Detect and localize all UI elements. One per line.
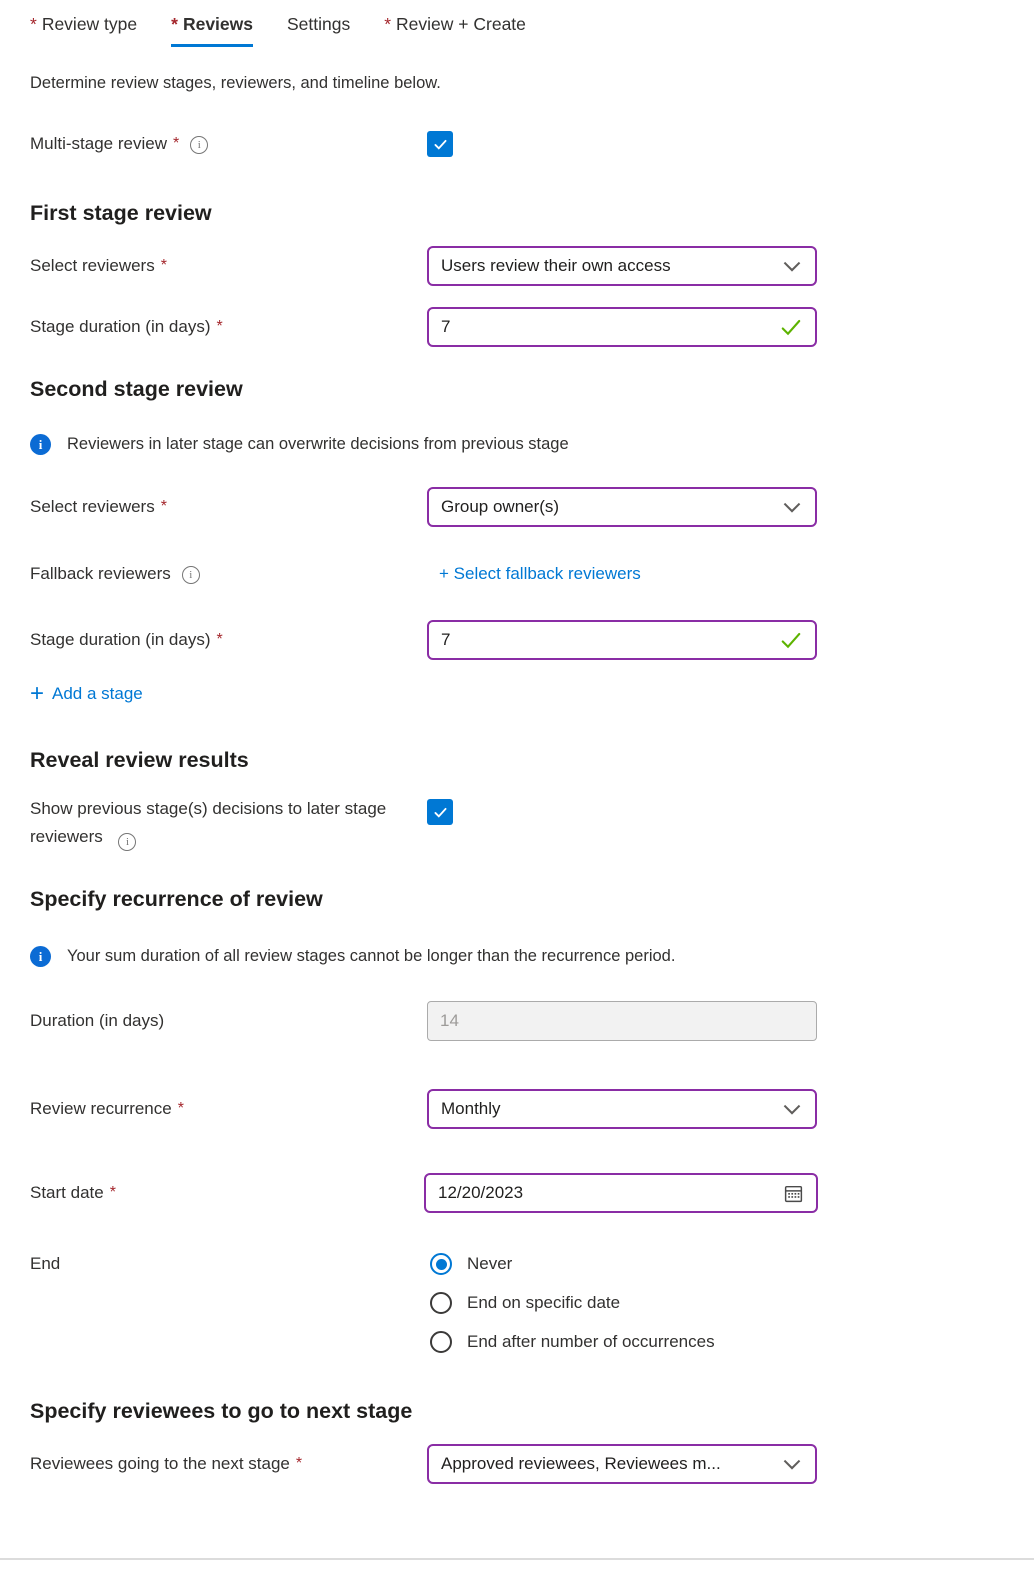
tab-label: Review type xyxy=(41,14,138,34)
label-text: Select reviewers xyxy=(30,497,155,516)
dropdown-value: Users review their own access xyxy=(441,256,671,275)
end-radio-group xyxy=(427,1253,715,1370)
info-text: Your sum duration of all review stages cannot be longer than the recurrence period. xyxy=(67,947,676,965)
multi-stage-label xyxy=(30,134,427,154)
required-marker: * xyxy=(171,14,178,34)
valid-check-icon xyxy=(779,628,803,652)
add-a-stage-link[interactable] xyxy=(30,680,143,707)
show-previous-label xyxy=(30,795,427,851)
select-reviewers-label-stage2 xyxy=(30,497,427,517)
required-marker: * xyxy=(160,257,167,274)
label-text: Review recurrence xyxy=(30,1099,172,1118)
radio-label: End on specific date xyxy=(467,1293,621,1312)
label-text: End xyxy=(30,1254,61,1273)
reveal-heading: Reveal review results xyxy=(30,748,249,772)
required-marker: * xyxy=(173,135,180,152)
label-text: Select reviewers xyxy=(30,256,155,275)
stage-duration-input-stage2[interactable] xyxy=(427,620,817,660)
info-filled-icon xyxy=(30,434,51,455)
calendar-icon[interactable] xyxy=(783,1183,804,1204)
tab-reviews[interactable] xyxy=(171,14,253,47)
radio-never[interactable] xyxy=(430,1253,715,1275)
check-icon xyxy=(432,804,449,821)
tab-review-create[interactable] xyxy=(384,14,526,47)
label-text: Duration (in days) xyxy=(30,1011,165,1030)
stage-duration-label-stage2 xyxy=(30,630,427,650)
tab-review-type[interactable] xyxy=(30,14,137,47)
info-icon[interactable] xyxy=(182,566,200,584)
required-marker: * xyxy=(177,1100,184,1117)
review-recurrence-dropdown[interactable] xyxy=(427,1089,817,1129)
required-marker: * xyxy=(216,631,223,648)
radio-icon xyxy=(430,1292,452,1314)
valid-check-icon xyxy=(779,315,803,339)
select-reviewers-label xyxy=(30,256,427,276)
chevron-down-icon xyxy=(781,496,803,518)
recurrence-heading: Specify recurrence of review xyxy=(30,887,323,911)
fallback-reviewers-label xyxy=(30,564,427,584)
tab-label: Reviews xyxy=(182,14,253,34)
label-text: Stage duration (in days) xyxy=(30,317,211,336)
first-stage-heading: First stage review xyxy=(30,201,212,225)
required-marker: * xyxy=(30,14,37,34)
radio-end-on-specific-date[interactable] xyxy=(430,1292,715,1314)
duration-input[interactable] xyxy=(441,317,779,337)
required-marker: * xyxy=(216,318,223,335)
radio-icon xyxy=(430,1331,452,1353)
second-stage-heading: Second stage review xyxy=(30,377,243,401)
dropdown-value: Approved reviewees, Reviewees m... xyxy=(441,1454,721,1473)
date-input[interactable] xyxy=(438,1183,783,1203)
select-reviewers-dropdown-stage1[interactable] xyxy=(427,246,817,286)
link-text: Add a stage xyxy=(52,684,143,703)
tab-bar xyxy=(30,14,1004,47)
start-date-input[interactable] xyxy=(424,1173,818,1213)
duration-input-disabled xyxy=(427,1001,817,1041)
tab-label: Review + Create xyxy=(396,14,526,34)
reviewees-next-stage-dropdown[interactable] xyxy=(427,1444,817,1484)
label-text: Fallback reviewers xyxy=(30,564,171,583)
required-marker: * xyxy=(384,14,392,34)
show-previous-checkbox[interactable] xyxy=(427,799,453,825)
chevron-down-icon xyxy=(781,1098,803,1120)
dropdown-value: Group owner(s) xyxy=(441,497,560,516)
required-marker: * xyxy=(295,1455,303,1472)
radio-icon xyxy=(430,1253,452,1275)
intro-text: Determine review stages, reviewers, and timeline below. xyxy=(30,74,441,92)
chevron-down-icon xyxy=(781,255,803,277)
review-recurrence-label xyxy=(30,1099,427,1119)
label-text: Reviewees going to the next stage xyxy=(30,1454,290,1473)
duration-input xyxy=(440,1011,804,1031)
check-icon xyxy=(432,136,449,153)
end-label xyxy=(30,1253,427,1274)
info-text: Reviewers in later stage can overwrite decisions from previous stage xyxy=(67,435,569,453)
stage-duration-input-stage1[interactable] xyxy=(427,307,817,347)
duration-label xyxy=(30,1011,427,1031)
radio-label: End after number of occurrences xyxy=(467,1332,715,1351)
plus-icon: + xyxy=(30,680,45,707)
radio-label: Never xyxy=(467,1254,513,1273)
info-icon[interactable] xyxy=(190,136,208,154)
chevron-down-icon xyxy=(781,1453,803,1475)
duration-input[interactable] xyxy=(441,630,779,650)
required-marker: * xyxy=(109,1184,116,1201)
label-text: Show previous stage(s) decisions to later stage reviewers xyxy=(30,799,387,846)
select-reviewers-dropdown-stage2[interactable] xyxy=(427,487,817,527)
start-date-label xyxy=(30,1183,427,1203)
info-filled-icon xyxy=(30,946,51,967)
info-icon[interactable] xyxy=(118,833,136,851)
recurrence-info-banner xyxy=(30,946,1004,967)
second-stage-info-banner xyxy=(30,434,1004,455)
radio-end-after-occurrences[interactable] xyxy=(430,1331,715,1353)
select-fallback-reviewers-link[interactable]: + Select fallback reviewers xyxy=(439,564,641,583)
required-marker: * xyxy=(160,498,167,515)
stage-duration-label xyxy=(30,317,427,337)
tab-label: Settings xyxy=(287,14,351,34)
dropdown-value: Monthly xyxy=(441,1099,501,1118)
footer-divider xyxy=(0,1558,1034,1560)
label-text: Start date xyxy=(30,1183,104,1202)
next-stage-heading: Specify reviewees to go to next stage xyxy=(30,1399,413,1423)
multi-stage-checkbox[interactable] xyxy=(427,131,453,157)
label-text: Multi-stage review xyxy=(30,134,167,153)
tab-settings[interactable] xyxy=(287,14,350,47)
reviewees-next-stage-label xyxy=(30,1454,427,1474)
label-text: Stage duration (in days) xyxy=(30,630,211,649)
